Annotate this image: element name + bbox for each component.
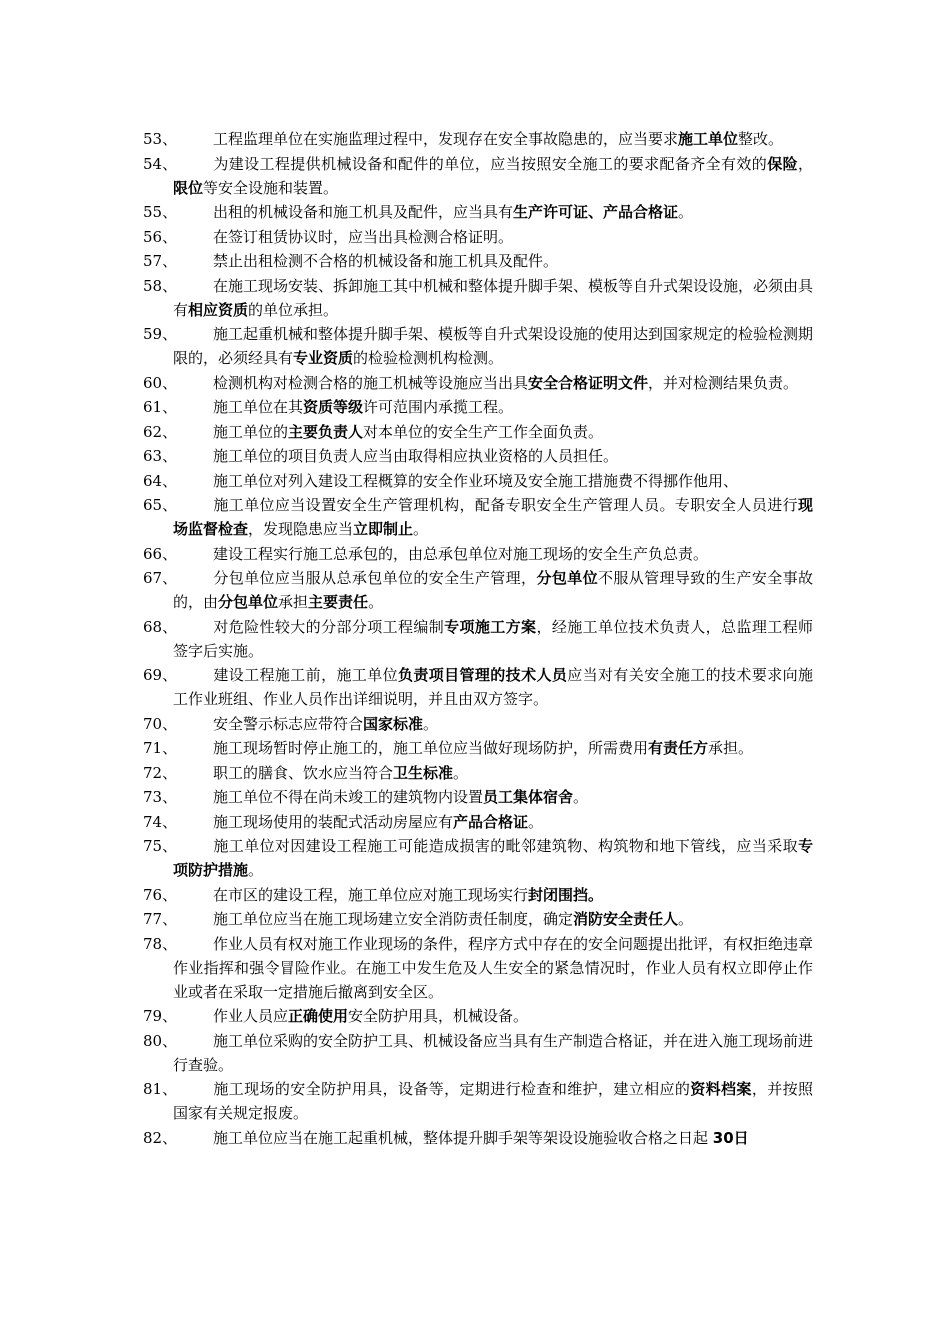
item-text: 整改。 xyxy=(738,130,784,148)
item-text: 出租的机械设备和施工机具及配件，应当具有 xyxy=(213,203,514,221)
bold-keyword: 员工集体宿舍 xyxy=(483,788,574,806)
item-text: 等安全设施和装置。 xyxy=(203,178,339,197)
item-text: ，并按照国家有关规定报废。 xyxy=(173,1080,813,1122)
item-text: 的单位承担。 xyxy=(248,300,339,319)
item-text: 作业人员有权对施工作业现场的条件，程序方式中存在的安全问题提出批评，有权拒绝违章作业指挥和强令冒险作业。在施工中发生危及人生安全的紧急情况时，作业人员有权立即停止作业或者在采取一定措施后撤离到安全区。 xyxy=(173,934,814,1001)
item-number: 75、 xyxy=(143,837,178,855)
item-number: 67、 xyxy=(143,569,178,587)
item-text: 施工单位应当设置安全生产管理机构，配备专职安全生产管理人员。专职安全人员进行 xyxy=(213,496,798,514)
bold-keyword: 封闭围挡。 xyxy=(528,885,604,904)
item-number: 77、 xyxy=(143,910,178,928)
item-text: 施工现场暂时停止施工的，施工单位应当做好现场防护，所需费用 xyxy=(213,739,649,757)
item-text: 施工单位应当在施工现场建立安全消防责任制度，确定 xyxy=(213,910,574,928)
list-item xyxy=(143,1004,813,1028)
list-item xyxy=(143,834,813,882)
list-item xyxy=(143,249,813,273)
item-text: 禁止出租检测不合格的机械设备和施工机具及配件。 xyxy=(213,252,559,270)
item-number: 59、 xyxy=(143,325,178,343)
list-item xyxy=(143,1029,813,1077)
bold-keyword: 相应资质 xyxy=(188,300,249,319)
item-text: 施工单位对因建设工程施工可能造成损害的毗邻建筑物、构筑物和地下管线，应当采取 xyxy=(213,837,798,855)
bold-keyword: 正确使用 xyxy=(288,1007,349,1025)
item-text: 承担 xyxy=(278,593,309,611)
item-number: 61、 xyxy=(143,398,178,416)
item-number: 70、 xyxy=(143,714,178,733)
bold-keyword: 消防安全责任人 xyxy=(573,910,679,928)
item-number: 65、 xyxy=(143,496,178,514)
item-text: ，并对检测结果负责。 xyxy=(648,373,799,392)
item-text: 的检验检测机构检测。 xyxy=(353,349,504,367)
bold-keyword: 产品合格证 xyxy=(453,812,529,831)
item-number: 76、 xyxy=(143,885,178,904)
item-number: 72、 xyxy=(143,763,178,782)
item-text: 施工单位的 xyxy=(213,422,289,441)
item-number: 82、 xyxy=(143,1128,178,1147)
item-text: ， xyxy=(797,154,813,173)
item-number: 57、 xyxy=(143,252,178,270)
item-number: 68、 xyxy=(143,617,178,636)
list-item xyxy=(143,152,813,200)
item-text: 。 xyxy=(368,593,384,611)
item-text: ，发现隐患应当 xyxy=(248,520,354,538)
list-item xyxy=(143,615,813,663)
list-item xyxy=(143,274,813,322)
item-text: 对危险性较大的分部分项工程编制 xyxy=(213,617,445,636)
list-item xyxy=(143,395,813,419)
regulation-list xyxy=(143,127,813,1150)
list-item xyxy=(143,493,813,541)
item-text: 施工单位应当在施工起重机械，整体提升脚手架等架设设施验收合格之日起 xyxy=(213,1128,713,1147)
item-number: 78、 xyxy=(143,934,178,953)
item-text: 应当对有关安全施工的技术要求向施工作业班组、作业人员作出详细说明，并且由双方签字。 xyxy=(173,666,813,708)
item-number: 54、 xyxy=(143,154,178,173)
item-number: 53、 xyxy=(143,130,178,148)
list-item xyxy=(143,785,813,809)
item-text: 安全防护用具，机械设备。 xyxy=(348,1007,529,1025)
item-text: 施工单位不得在尚未竣工的建筑物内设置 xyxy=(213,788,484,806)
item-number: 79、 xyxy=(143,1007,178,1025)
item-text: 施工现场的安全防护用具，设备等，定期进行检查和维护，建立相应的 xyxy=(213,1080,691,1098)
bold-keyword: 资质等级 xyxy=(303,398,364,416)
bold-keyword: 专项防护措施 xyxy=(173,837,813,879)
item-text: 安全警示标志应带符合 xyxy=(213,714,364,733)
bold-keyword: 专业资质 xyxy=(293,349,354,367)
list-item xyxy=(143,371,813,395)
item-number: 60、 xyxy=(143,373,178,392)
list-item xyxy=(143,761,813,785)
list-item xyxy=(143,932,813,1004)
list-item xyxy=(143,200,813,224)
list-item xyxy=(143,127,813,151)
item-text: 对本单位的安全生产工作全面负责。 xyxy=(363,422,604,441)
item-number: 69、 xyxy=(143,666,178,684)
bold-keyword: 有责任方 xyxy=(648,739,709,757)
item-text: 施工单位的项目负责人应当由取得相应执业资格的人员担任。 xyxy=(213,447,619,465)
item-text: 施工起重机械和整体提升脚手架、模板等自升式架设设施的使用达到国家规定的检验检测期限的，必须经具有 xyxy=(173,325,814,367)
item-text: 建设工程实行施工总承包的，由总承包单位对施工现场的安全生产负总责。 xyxy=(213,544,709,563)
list-item xyxy=(143,907,813,931)
bold-keyword: 现场监督检查 xyxy=(173,496,813,538)
bold-keyword: 限位 xyxy=(173,178,204,197)
item-text: 。 xyxy=(573,788,589,806)
item-number: 80、 xyxy=(143,1031,178,1050)
item-number: 62、 xyxy=(143,422,178,441)
item-text: 。 xyxy=(413,520,429,538)
item-text: 不服从管理导致的生产安全事故的，由 xyxy=(173,569,813,611)
list-item xyxy=(143,322,813,370)
item-text: 承担。 xyxy=(708,739,754,757)
bold-keyword: 主要负责人 xyxy=(288,422,364,441)
bold-keyword: 主要责任 xyxy=(308,593,369,611)
item-number: 63、 xyxy=(143,447,178,465)
item-text: 为建设工程提供机械设备和配件的单位，应当按照安全施工的要求配备齐全有效的 xyxy=(213,154,768,173)
item-text: 建设工程施工前，施工单位 xyxy=(213,666,398,684)
item-text: 施工现场使用的装配式活动房屋应有 xyxy=(213,812,454,831)
item-text: 施工单位在其 xyxy=(213,398,304,416)
item-text: 分包单位应当服从总承包单位的安全生产管理， xyxy=(213,569,537,587)
bold-keyword: 30日 xyxy=(712,1128,749,1147)
item-text: 。 xyxy=(678,203,694,221)
item-text: 施工单位对列入建设工程概算的安全作业环境及安全施工措施费不得挪作他用、 xyxy=(213,471,739,490)
item-text: 施工单位采购的安全防护工具、机械设备应当具有生产制造合格证，并在进入施工现场前进行查验。 xyxy=(173,1031,814,1074)
list-item xyxy=(143,1077,813,1125)
bold-keyword: 施工单位 xyxy=(678,130,739,148)
list-item xyxy=(143,1126,813,1150)
list-item xyxy=(143,225,813,249)
bold-keyword: 国家标准 xyxy=(363,714,424,733)
list-item xyxy=(143,566,813,614)
item-number: 58、 xyxy=(143,276,178,295)
item-text: ，经施工单位技术负责人，总监理工程师签字后实施。 xyxy=(173,617,813,660)
item-text: 作业人员应 xyxy=(213,1007,289,1025)
bold-keyword: 负责项目管理的技术人员 xyxy=(398,666,568,684)
bold-keyword: 生产许可证、产品合格证 xyxy=(513,203,679,221)
bold-keyword: 卫生标准 xyxy=(393,763,454,782)
item-text: 。 xyxy=(423,714,439,733)
item-text: 在施工现场安装、拆卸施工其中机械和整体提升脚手架、模板等自升式架设设施，必须由具有 xyxy=(173,276,814,319)
item-number: 71、 xyxy=(143,739,178,757)
item-text: 在市区的建设工程，施工单位应对施工现场实行 xyxy=(213,885,529,904)
bold-keyword: 分包单位 xyxy=(218,593,279,611)
item-number: 55、 xyxy=(143,203,178,221)
bold-keyword: 保险 xyxy=(767,154,798,173)
bold-keyword: 立即制止 xyxy=(353,520,414,538)
bold-keyword: 资料档案 xyxy=(690,1080,752,1098)
list-item xyxy=(143,736,813,760)
item-number: 73、 xyxy=(143,788,178,806)
bold-keyword: 专项施工方案 xyxy=(444,617,537,636)
item-text: 许可范围内承揽工程。 xyxy=(363,398,514,416)
bold-keyword: 安全合格证明文件 xyxy=(528,373,649,392)
list-item xyxy=(143,420,813,444)
item-number: 66、 xyxy=(143,544,178,563)
item-number: 64、 xyxy=(143,471,178,490)
item-number: 81、 xyxy=(143,1080,178,1098)
item-text: 。 xyxy=(678,910,694,928)
item-text: 。 xyxy=(248,861,264,879)
item-text: 检测机构对检测合格的施工机械等设施应当出具 xyxy=(213,373,529,392)
bold-keyword: 分包单位 xyxy=(536,569,598,587)
list-item xyxy=(143,469,813,493)
item-text: 。 xyxy=(528,812,544,831)
list-item xyxy=(143,712,813,736)
item-number: 74、 xyxy=(143,812,178,831)
list-item xyxy=(143,883,813,907)
list-item xyxy=(143,663,813,711)
item-number: 56、 xyxy=(143,227,178,246)
list-item xyxy=(143,542,813,566)
item-text: 。 xyxy=(453,763,469,782)
item-text: 职工的膳食、饮水应当符合 xyxy=(213,763,394,782)
item-text: 工程监理单位在实施监理过程中，发现存在安全事故隐患的，应当要求 xyxy=(213,130,679,148)
list-item xyxy=(143,810,813,834)
list-item xyxy=(143,444,813,468)
item-text: 在签订租赁协议时，应当出具检测合格证明。 xyxy=(213,227,514,246)
